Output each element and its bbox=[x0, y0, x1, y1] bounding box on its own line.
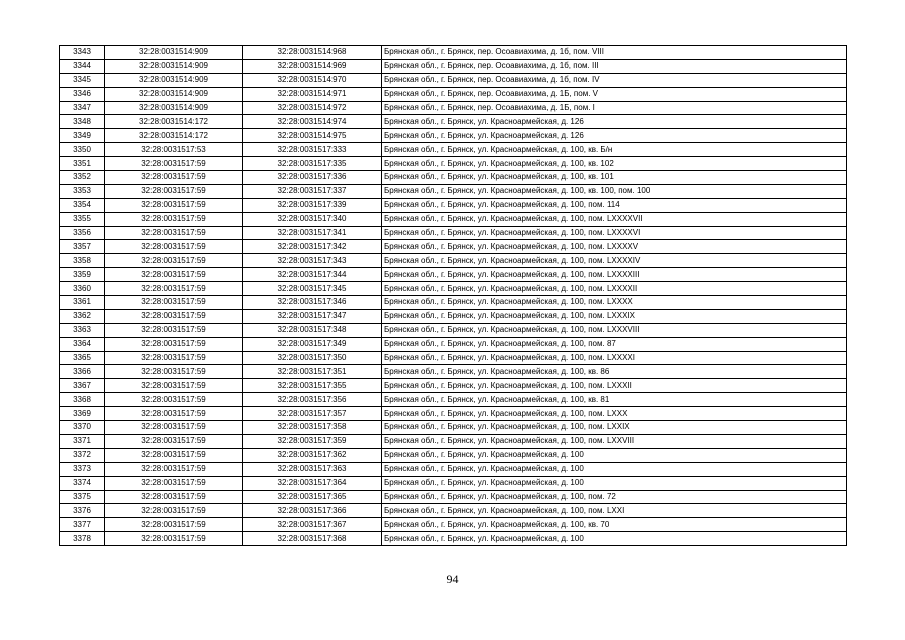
address-cell: Брянская обл., г. Брянск, ул. Красноармейская, д. 100 bbox=[382, 532, 847, 546]
table-row bbox=[60, 421, 847, 435]
address-cell: Брянская обл., г. Брянск, ул. Красноармейская, д. 100, пом. LXXXII bbox=[382, 379, 847, 393]
row-number-cell: 3367 bbox=[60, 379, 105, 393]
parent-cadastral-number-cell: 32:28:0031514:172 bbox=[105, 115, 243, 129]
parent-cadastral-number-cell: 32:28:0031517:59 bbox=[105, 379, 243, 393]
cadastral-number-cell: 32:28:0031514:972 bbox=[243, 101, 382, 115]
row-number-cell: 3347 bbox=[60, 101, 105, 115]
table-row bbox=[60, 504, 847, 518]
address-cell: Брянская обл., г. Брянск, ул. Красноармейская, д. 126 bbox=[382, 129, 847, 143]
cadastral-number-cell: 32:28:0031517:345 bbox=[243, 282, 382, 296]
address-cell: Брянская обл., г. Брянск, ул. Красноармейская, д. 100, кв. 100, пом. 100 bbox=[382, 184, 847, 198]
address-cell: Брянская обл., г. Брянск, ул. Красноармейская, д. 100 bbox=[382, 448, 847, 462]
address-cell: Брянская обл., г. Брянск, ул. Красноармейская, д. 100, кв. Б/н bbox=[382, 143, 847, 157]
cadastral-number-cell: 32:28:0031517:341 bbox=[243, 226, 382, 240]
address-cell: Брянская обл., г. Брянск, ул. Красноармейская, д. 100, пом. LXXXVIII bbox=[382, 323, 847, 337]
parent-cadastral-number-cell: 32:28:0031517:59 bbox=[105, 393, 243, 407]
parent-cadastral-number-cell: 32:28:0031517:59 bbox=[105, 462, 243, 476]
parent-cadastral-number-cell: 32:28:0031514:909 bbox=[105, 46, 243, 60]
table-row bbox=[60, 268, 847, 282]
table-row bbox=[60, 365, 847, 379]
address-cell: Брянская обл., г. Брянск, ул. Красноармейская, д. 100, пом. LXXXIX bbox=[382, 309, 847, 323]
parent-cadastral-number-cell: 32:28:0031517:59 bbox=[105, 323, 243, 337]
address-cell: Брянская обл., г. Брянск, ул. Красноармейская, д. 100, пом. LXXXXIII bbox=[382, 268, 847, 282]
parent-cadastral-number-cell: 32:28:0031517:59 bbox=[105, 337, 243, 351]
parent-cadastral-number-cell: 32:28:0031517:59 bbox=[105, 296, 243, 310]
cadastral-number-cell: 32:28:0031517:356 bbox=[243, 393, 382, 407]
address-cell: Брянская обл., г. Брянск, пер. Осоавиахима, д. 1Б, пом. I bbox=[382, 101, 847, 115]
table-row bbox=[60, 240, 847, 254]
address-cell: Брянская обл., г. Брянск, ул. Красноармейская, д. 100 bbox=[382, 476, 847, 490]
table-row bbox=[60, 462, 847, 476]
row-number-cell: 3346 bbox=[60, 87, 105, 101]
registry-table-body bbox=[60, 46, 847, 546]
table-row bbox=[60, 337, 847, 351]
cadastral-number-cell: 32:28:0031517:363 bbox=[243, 462, 382, 476]
parent-cadastral-number-cell: 32:28:0031517:59 bbox=[105, 171, 243, 185]
row-number-cell: 3360 bbox=[60, 282, 105, 296]
cadastral-number-cell: 32:28:0031514:968 bbox=[243, 46, 382, 60]
table-row bbox=[60, 476, 847, 490]
parent-cadastral-number-cell: 32:28:0031514:909 bbox=[105, 73, 243, 87]
address-cell: Брянская обл., г. Брянск, ул. Красноармейская, д. 100, пом. LXXXXIV bbox=[382, 254, 847, 268]
address-cell: Брянская обл., г. Брянск, ул. Красноармейская, д. 100, пом. LXXVIII bbox=[382, 434, 847, 448]
table-row bbox=[60, 448, 847, 462]
table-row bbox=[60, 379, 847, 393]
row-number-cell: 3352 bbox=[60, 171, 105, 185]
cadastral-number-cell: 32:28:0031517:333 bbox=[243, 143, 382, 157]
address-cell: Брянская обл., г. Брянск, ул. Красноармейская, д. 100, кв. 86 bbox=[382, 365, 847, 379]
row-number-cell: 3350 bbox=[60, 143, 105, 157]
address-cell: Брянская обл., г. Брянск, ул. Красноармейская, д. 100, пом. LXXI bbox=[382, 504, 847, 518]
table-row bbox=[60, 490, 847, 504]
cadastral-number-cell: 32:28:0031514:975 bbox=[243, 129, 382, 143]
cadastral-number-cell: 32:28:0031514:970 bbox=[243, 73, 382, 87]
address-cell: Брянская обл., г. Брянск, ул. Красноармейская, д. 100 bbox=[382, 462, 847, 476]
cadastral-number-cell: 32:28:0031517:342 bbox=[243, 240, 382, 254]
table-row bbox=[60, 434, 847, 448]
row-number-cell: 3373 bbox=[60, 462, 105, 476]
parent-cadastral-number-cell: 32:28:0031517:59 bbox=[105, 504, 243, 518]
row-number-cell: 3364 bbox=[60, 337, 105, 351]
table-row bbox=[60, 198, 847, 212]
parent-cadastral-number-cell: 32:28:0031517:59 bbox=[105, 282, 243, 296]
table-row bbox=[60, 296, 847, 310]
parent-cadastral-number-cell: 32:28:0031514:909 bbox=[105, 101, 243, 115]
address-cell: Брянская обл., г. Брянск, ул. Красноармейская, д. 126 bbox=[382, 115, 847, 129]
row-number-cell: 3377 bbox=[60, 518, 105, 532]
cadastral-number-cell: 32:28:0031517:351 bbox=[243, 365, 382, 379]
cadastral-number-cell: 32:28:0031517:344 bbox=[243, 268, 382, 282]
cadastral-number-cell: 32:28:0031517:364 bbox=[243, 476, 382, 490]
parent-cadastral-number-cell: 32:28:0031517:59 bbox=[105, 198, 243, 212]
address-cell: Брянская обл., г. Брянск, пер. Осоавиахима, д. 1б, пом. IV bbox=[382, 73, 847, 87]
cadastral-number-cell: 32:28:0031517:362 bbox=[243, 448, 382, 462]
table-row bbox=[60, 143, 847, 157]
parent-cadastral-number-cell: 32:28:0031517:59 bbox=[105, 532, 243, 546]
parent-cadastral-number-cell: 32:28:0031517:59 bbox=[105, 476, 243, 490]
parent-cadastral-number-cell: 32:28:0031517:59 bbox=[105, 518, 243, 532]
cadastral-number-cell: 32:28:0031517:368 bbox=[243, 532, 382, 546]
table-row bbox=[60, 73, 847, 87]
row-number-cell: 3353 bbox=[60, 184, 105, 198]
table-row bbox=[60, 407, 847, 421]
row-number-cell: 3363 bbox=[60, 323, 105, 337]
row-number-cell: 3375 bbox=[60, 490, 105, 504]
address-cell: Брянская обл., г. Брянск, ул. Красноармейская, д. 100, пом. LXXXXVI bbox=[382, 226, 847, 240]
address-cell: Брянская обл., г. Брянск, пер. Осоавиахима, д. 1Б, пом. V bbox=[382, 87, 847, 101]
row-number-cell: 3362 bbox=[60, 309, 105, 323]
table-row bbox=[60, 59, 847, 73]
row-number-cell: 3365 bbox=[60, 351, 105, 365]
row-number-cell: 3374 bbox=[60, 476, 105, 490]
parent-cadastral-number-cell: 32:28:0031514:909 bbox=[105, 87, 243, 101]
parent-cadastral-number-cell: 32:28:0031517:59 bbox=[105, 365, 243, 379]
table-row bbox=[60, 129, 847, 143]
address-cell: Брянская обл., г. Брянск, ул. Красноармейская, д. 100, пом. LXXX bbox=[382, 407, 847, 421]
address-cell: Брянская обл., г. Брянск, ул. Красноармейская, д. 100, кв. 81 bbox=[382, 393, 847, 407]
parent-cadastral-number-cell: 32:28:0031517:59 bbox=[105, 212, 243, 226]
row-number-cell: 3369 bbox=[60, 407, 105, 421]
parent-cadastral-number-cell: 32:28:0031517:59 bbox=[105, 448, 243, 462]
row-number-cell: 3343 bbox=[60, 46, 105, 60]
row-number-cell: 3359 bbox=[60, 268, 105, 282]
address-cell: Брянская обл., г. Брянск, ул. Красноармейская, д. 100, пом. LXXIX bbox=[382, 421, 847, 435]
row-number-cell: 3348 bbox=[60, 115, 105, 129]
parent-cadastral-number-cell: 32:28:0031517:59 bbox=[105, 309, 243, 323]
address-cell: Брянская обл., г. Брянск, ул. Красноармейская, д. 100, кв. 102 bbox=[382, 157, 847, 171]
address-cell: Брянская обл., г. Брянск, пер. Осоавиахима, д. 1б, пом. III bbox=[382, 59, 847, 73]
cadastral-number-cell: 32:28:0031517:350 bbox=[243, 351, 382, 365]
cadastral-number-cell: 32:28:0031517:367 bbox=[243, 518, 382, 532]
cadastral-number-cell: 32:28:0031517:343 bbox=[243, 254, 382, 268]
table-row bbox=[60, 226, 847, 240]
row-number-cell: 3354 bbox=[60, 198, 105, 212]
parent-cadastral-number-cell: 32:28:0031517:59 bbox=[105, 268, 243, 282]
parent-cadastral-number-cell: 32:28:0031517:59 bbox=[105, 421, 243, 435]
table-row bbox=[60, 393, 847, 407]
table-row bbox=[60, 157, 847, 171]
parent-cadastral-number-cell: 32:28:0031517:59 bbox=[105, 240, 243, 254]
table-row bbox=[60, 351, 847, 365]
parent-cadastral-number-cell: 32:28:0031514:909 bbox=[105, 59, 243, 73]
row-number-cell: 3361 bbox=[60, 296, 105, 310]
cadastral-number-cell: 32:28:0031517:339 bbox=[243, 198, 382, 212]
cadastral-number-cell: 32:28:0031517:336 bbox=[243, 171, 382, 185]
row-number-cell: 3356 bbox=[60, 226, 105, 240]
page-number: 94 bbox=[446, 572, 459, 586]
row-number-cell: 3349 bbox=[60, 129, 105, 143]
row-number-cell: 3370 bbox=[60, 421, 105, 435]
row-number-cell: 3366 bbox=[60, 365, 105, 379]
parent-cadastral-number-cell: 32:28:0031517:59 bbox=[105, 226, 243, 240]
cadastral-number-cell: 32:28:0031517:346 bbox=[243, 296, 382, 310]
address-cell: Брянская обл., г. Брянск, ул. Красноармейская, д. 100, кв. 70 bbox=[382, 518, 847, 532]
parent-cadastral-number-cell: 32:28:0031517:59 bbox=[105, 351, 243, 365]
address-cell: Брянская обл., г. Брянск, ул. Красноармейская, д. 100, пом. LXXXXVII bbox=[382, 212, 847, 226]
address-cell: Брянская обл., г. Брянск, ул. Красноармейская, д. 100, кв. 101 bbox=[382, 171, 847, 185]
parent-cadastral-number-cell: 32:28:0031517:53 bbox=[105, 143, 243, 157]
table-row bbox=[60, 518, 847, 532]
cadastral-number-cell: 32:28:0031517:337 bbox=[243, 184, 382, 198]
table-row bbox=[60, 46, 847, 60]
parent-cadastral-number-cell: 32:28:0031514:172 bbox=[105, 129, 243, 143]
table-row bbox=[60, 87, 847, 101]
table-row bbox=[60, 212, 847, 226]
address-cell: Брянская обл., г. Брянск, пер. Осоавиахима, д. 1б, пом. VIII bbox=[382, 46, 847, 60]
cadastral-number-cell: 32:28:0031517:340 bbox=[243, 212, 382, 226]
row-number-cell: 3345 bbox=[60, 73, 105, 87]
parent-cadastral-number-cell: 32:28:0031517:59 bbox=[105, 434, 243, 448]
row-number-cell: 3355 bbox=[60, 212, 105, 226]
cadastral-number-cell: 32:28:0031517:358 bbox=[243, 421, 382, 435]
address-cell: Брянская обл., г. Брянск, ул. Красноармейская, д. 100, пом. LXXXXI bbox=[382, 351, 847, 365]
address-cell: Брянская обл., г. Брянск, ул. Красноармейская, д. 100, пом. 72 bbox=[382, 490, 847, 504]
table-row bbox=[60, 532, 847, 546]
cadastral-number-cell: 32:28:0031517:357 bbox=[243, 407, 382, 421]
table-row bbox=[60, 254, 847, 268]
cadastral-number-cell: 32:28:0031517:366 bbox=[243, 504, 382, 518]
cadastral-number-cell: 32:28:0031517:335 bbox=[243, 157, 382, 171]
parent-cadastral-number-cell: 32:28:0031517:59 bbox=[105, 407, 243, 421]
parent-cadastral-number-cell: 32:28:0031517:59 bbox=[105, 184, 243, 198]
cadastral-number-cell: 32:28:0031517:349 bbox=[243, 337, 382, 351]
address-cell: Брянская обл., г. Брянск, ул. Красноармейская, д. 100, пом. 87 bbox=[382, 337, 847, 351]
parent-cadastral-number-cell: 32:28:0031517:59 bbox=[105, 490, 243, 504]
cadastral-number-cell: 32:28:0031514:974 bbox=[243, 115, 382, 129]
address-cell: Брянская обл., г. Брянск, ул. Красноармейская, д. 100, пом. LXXXXII bbox=[382, 282, 847, 296]
table-row bbox=[60, 323, 847, 337]
row-number-cell: 3376 bbox=[60, 504, 105, 518]
row-number-cell: 3351 bbox=[60, 157, 105, 171]
cadastral-number-cell: 32:28:0031517:347 bbox=[243, 309, 382, 323]
cadastral-number-cell: 32:28:0031517:359 bbox=[243, 434, 382, 448]
row-number-cell: 3378 bbox=[60, 532, 105, 546]
row-number-cell: 3368 bbox=[60, 393, 105, 407]
table-row bbox=[60, 171, 847, 185]
address-cell: Брянская обл., г. Брянск, ул. Красноармейская, д. 100, пом. LXXXXV bbox=[382, 240, 847, 254]
row-number-cell: 3344 bbox=[60, 59, 105, 73]
row-number-cell: 3357 bbox=[60, 240, 105, 254]
address-cell: Брянская обл., г. Брянск, ул. Красноармейская, д. 100, пом. LXXXX bbox=[382, 296, 847, 310]
cadastral-number-cell: 32:28:0031514:971 bbox=[243, 87, 382, 101]
table-row bbox=[60, 282, 847, 296]
parent-cadastral-number-cell: 32:28:0031517:59 bbox=[105, 157, 243, 171]
registry-table bbox=[59, 45, 847, 546]
cadastral-number-cell: 32:28:0031517:348 bbox=[243, 323, 382, 337]
parent-cadastral-number-cell: 32:28:0031517:59 bbox=[105, 254, 243, 268]
row-number-cell: 3372 bbox=[60, 448, 105, 462]
table-row bbox=[60, 115, 847, 129]
cadastral-number-cell: 32:28:0031517:355 bbox=[243, 379, 382, 393]
cadastral-number-cell: 32:28:0031517:365 bbox=[243, 490, 382, 504]
cadastral-number-cell: 32:28:0031514:969 bbox=[243, 59, 382, 73]
table-row bbox=[60, 101, 847, 115]
row-number-cell: 3358 bbox=[60, 254, 105, 268]
row-number-cell: 3371 bbox=[60, 434, 105, 448]
address-cell: Брянская обл., г. Брянск, ул. Красноармейская, д. 100, пом. 114 bbox=[382, 198, 847, 212]
table-row bbox=[60, 309, 847, 323]
table-row bbox=[60, 184, 847, 198]
